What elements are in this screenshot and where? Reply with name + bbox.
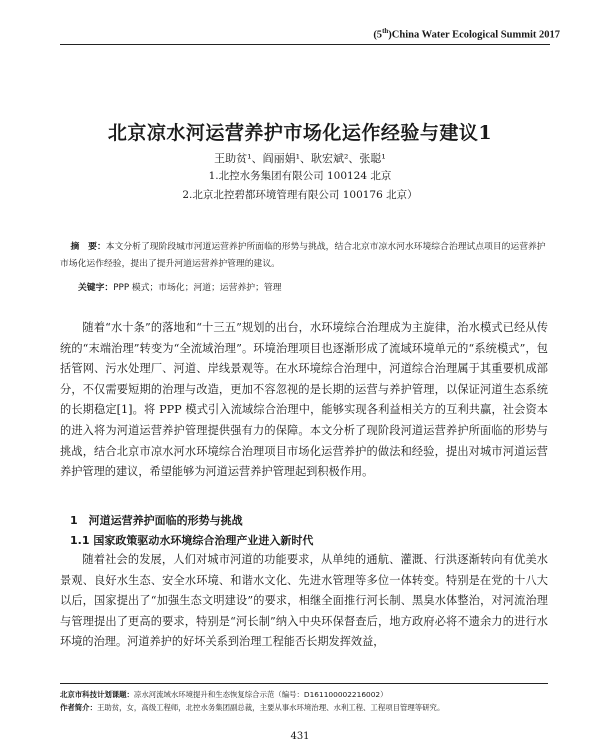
page-number: 431 <box>290 731 310 742</box>
affiliation-2: 2.北京北控碧都环境管理有限公司 100176 北京） <box>182 189 418 201</box>
section-heading-1: 1 河道运营养护面临的形势与挑战 <box>70 514 243 527</box>
keywords <box>78 280 548 293</box>
running-header: (5th)China Water Ecological Summit 2017 <box>373 27 560 41</box>
section-heading-1-1: 1.1 国家政策驱动水环境综合治理产业进入新时代 <box>70 534 314 547</box>
section-paragraph: 随着社会的发展，人们对城市河道的功能要求，从单纯的通航、灌溉、行洪逐渐转向有优美水景观、良好水生态、安全水环境、和谐水文化、先进水管理等多位一体转变。特别是在党的十八大以后，国家提出了“加强生态文明建设”的要求，相继全面推行河长制、黑臭水体整治，对河流治理与管理提出了更高的要求，特别是“河长制”纳入中央环保督查后，地方政府必将不遗余力的进行水环境的治理。河道养护的好坏关系到治理工程能否长期发挥效益， <box>60 553 548 649</box>
header-superscript: th <box>382 27 389 35</box>
abstract-label: 摘 要： <box>70 242 106 252</box>
author-list: 王助贫¹、阎丽娟¹、耿宏斌²、张聪¹ <box>214 152 386 165</box>
footnote-rule <box>60 683 548 684</box>
abstract <box>60 239 546 273</box>
intro-paragraph: 随着“水十条”的落地和“十三五”规划的出台，水环境综合治理成为主旋律，治水模式已经从传统的“末端治理”转变为“全流域治理”。环境治理项目也逐渐形成了流域环境单元的“系统模式”，包括管网、污水处理厂、河道、岸线景观等。在水环境综合治理中，河道综合治理属于其重要机成部分，不仅需要短期的治理与改造，更加不容忽视的是长期的运营与养护管理，以保证河道生态系统的长期稳定[1]。将 PPP 模式引入流域综合治理中，能够实现各利益相关方的互利共赢，社会资本的进入将为河道运营养护管理提供强有力的保障。本文分析了现阶段河道运营养护所面临的形势与挑战，结合北京市凉水河水环境综合治理项目市场化运营养护的做法和经验，提出对城市河道运营养护管理的建议，希望能够为河道运营养护管理起到积极作用。 <box>60 321 548 479</box>
footnote-funding: 北京市科技计划课题：凉水河流域水环境提升和生态恢复综合示范（编号：D161100002216002） <box>60 690 388 699</box>
affiliation-1: 1.北控水务集团有限公司 100124 北京 <box>208 170 392 182</box>
keywords-label: 关键字： <box>78 283 114 293</box>
abstract-text: 本文分析了现阶段城市河道运营养护所面临的形势与挑战，结合北京市凉水河水环境综合治理试点项目的运营养护市场化运作经验，提出了提升河道运营养护管理的建议。 <box>60 242 546 269</box>
header-rule <box>60 44 550 45</box>
keywords-text: PPP 模式；市场化；河道；运营养护；管理 <box>113 283 282 293</box>
footnote-author-bio: 作者简介：王助贫，女，高级工程师，北控水务集团副总裁，主要从事水环境治理、水利工程、工程项目管理等研究。 <box>60 703 445 712</box>
paper-title: 北京凉水河运营养护市场化运作经验与建议1 <box>107 122 493 144</box>
